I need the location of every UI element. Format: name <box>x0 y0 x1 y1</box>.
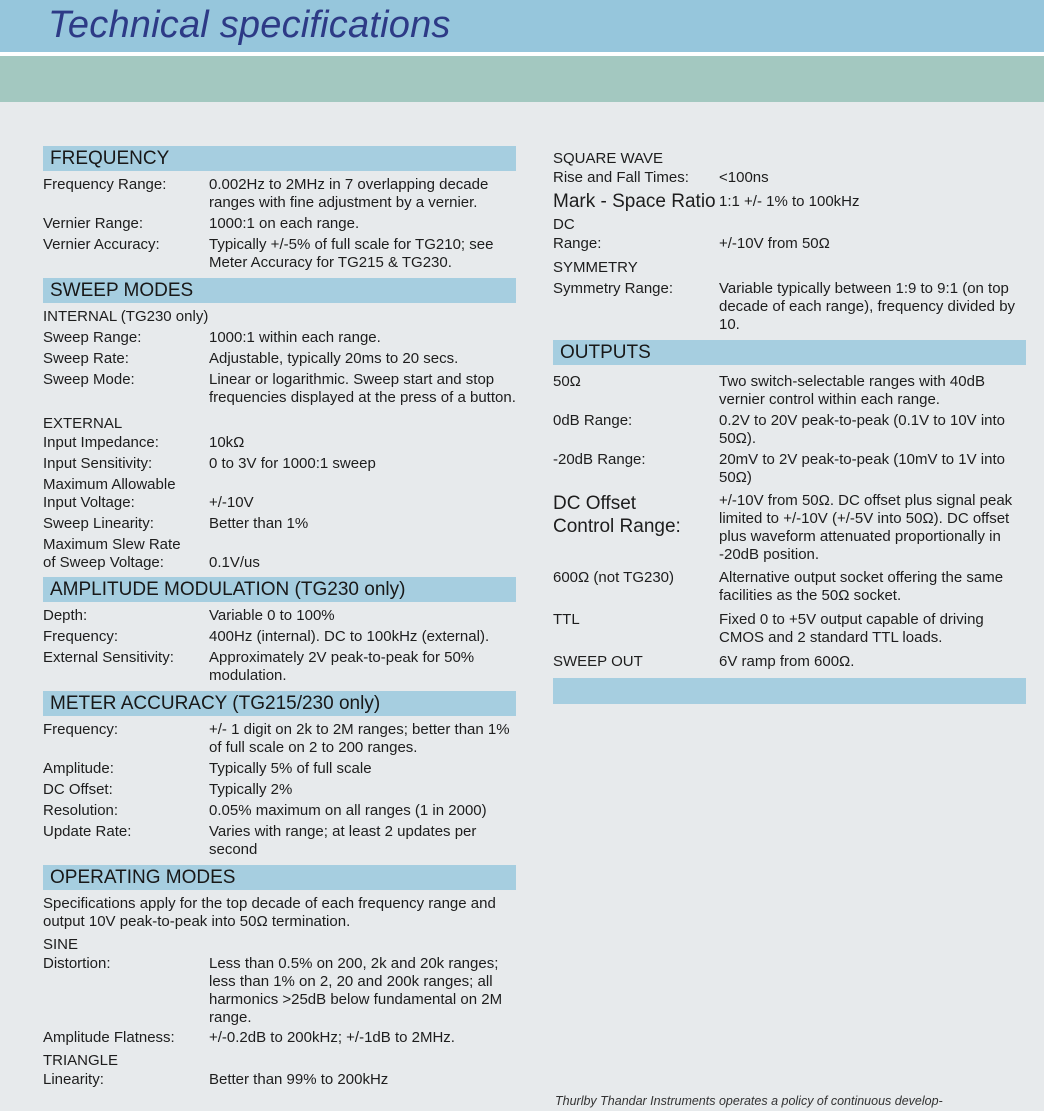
spec-row <box>43 802 516 820</box>
spec-label: 600Ω (not TG230) <box>553 569 675 586</box>
subsection-title: DC <box>553 216 575 233</box>
spec-value: 0.1V/us <box>209 554 260 571</box>
spec-row <box>553 235 1026 253</box>
spec-value: 1000:1 on each range. <box>209 215 360 232</box>
spec-value: 20mV to 2V peak-to-peak (10mV to 1V into 50Ω) <box>719 451 1005 486</box>
spec-value: Linear or logarithmic. Sweep start and stop frequencies displayed at the press of a button. <box>209 371 516 406</box>
subsection-title: SYMMETRY <box>553 259 638 276</box>
spec-row <box>553 569 1026 605</box>
spec-label: Sweep Linearity: <box>43 515 154 532</box>
spec-label-line: of Sweep Voltage: <box>43 554 164 571</box>
section-end-bar <box>553 678 1026 704</box>
spec-row <box>43 1071 516 1089</box>
spec-label-line: DC Offset <box>553 493 637 514</box>
spec-row <box>43 476 516 512</box>
spec-label: Symmetry Range: <box>553 280 674 297</box>
spec-row <box>553 451 1026 487</box>
spec-value: 0 to 3V for 1000:1 sweep <box>209 455 376 472</box>
spec-label-line: Maximum Allowable <box>43 476 176 493</box>
title-bar <box>0 0 1044 52</box>
spec-label: Amplitude Flatness: <box>43 1029 175 1046</box>
section-heading-outputs: OUTPUTS <box>553 340 1026 365</box>
spec-value: 0.2V to 20V peak-to-peak (0.1V to 10V into 50Ω). <box>719 412 1006 447</box>
spec-row <box>553 611 1026 647</box>
spec-row <box>43 371 516 407</box>
footer-note: Thurlby Thandar Instruments operates a policy of continuous develop- <box>555 1094 943 1108</box>
spec-row <box>43 1029 516 1047</box>
spec-value: Approximately 2V peak-to-peak for 50% modulation. <box>209 649 475 684</box>
spec-row <box>43 955 516 1027</box>
spec-value: 6V ramp from 600Ω. <box>719 653 855 670</box>
spec-row <box>43 350 516 368</box>
spec-label: Frequency: <box>43 628 119 645</box>
spec-value: Adjustable, typically 20ms to 20 secs. <box>209 350 459 367</box>
subsection-title: TRIANGLE <box>43 1052 119 1069</box>
spec-label: Sweep Range: <box>43 329 142 346</box>
spec-label <box>553 492 719 564</box>
spec-row <box>553 169 1026 187</box>
spec-row <box>43 215 516 233</box>
section-heading-operating-modes: OPERATING MODES <box>43 865 516 890</box>
spec-row <box>43 760 516 778</box>
spec-row <box>43 823 516 859</box>
left-column <box>43 146 516 1089</box>
subsection-title: INTERNAL (TG230 only) <box>43 308 209 325</box>
spec-row <box>43 721 516 757</box>
spec-label <box>43 536 209 572</box>
spec-value: <100ns <box>719 169 769 186</box>
spec-row <box>43 455 516 473</box>
spec-value: 1:1 +/- 1% to 100kHz <box>719 193 860 210</box>
spec-value: Typically +/-5% of full scale for TG210; see Meter Accuracy for TG215 & TG230. <box>209 236 494 271</box>
spec-value: Variable typically between 1:9 to 9:1 (on top decade of each range), frequency divided by 10. <box>719 280 1016 333</box>
spec-value: Typically 2% <box>209 781 293 798</box>
spec-row <box>43 236 516 272</box>
spec-label <box>43 476 209 512</box>
spec-label-line: Control Range: <box>553 516 681 537</box>
spec-label: Amplitude: <box>43 760 114 777</box>
spec-row <box>553 190 1026 213</box>
spec-label: Vernier Accuracy: <box>43 236 160 253</box>
spec-row <box>553 492 1026 564</box>
spec-label-line: Input Voltage: <box>43 494 135 511</box>
spec-value: 0.002Hz to 2MHz in 7 overlapping decade ranges with fine adjustment by a vernier. <box>209 176 489 211</box>
spec-value: Alternative output socket offering the same facilities as the 50Ω socket. <box>719 569 1004 604</box>
section-heading-sweep-modes: SWEEP MODES <box>43 278 516 303</box>
section-heading-frequency: FREQUENCY <box>43 146 516 171</box>
subsection-title: SQUARE WAVE <box>553 150 664 167</box>
spec-label: DC Offset: <box>43 781 113 798</box>
spec-label: Distortion: <box>43 955 111 972</box>
section-heading-meter-accuracy: METER ACCURACY (TG215/230 only) <box>43 691 516 716</box>
spec-row <box>43 536 516 572</box>
spec-row <box>43 781 516 799</box>
spec-row <box>43 515 516 533</box>
spec-value: Variable 0 to 100% <box>209 607 335 624</box>
spec-label: Input Impedance: <box>43 434 159 451</box>
spec-value: Two switch-selectable ranges with 40dB vernier control within each range. <box>719 373 985 408</box>
spec-row <box>43 628 516 646</box>
spec-value: +/-10V from 50Ω. DC offset plus signal peak limited to +/-10V (+/-5V into 50Ω). DC offset plus waveform attenuated proportionally in -20dB position. <box>719 492 1013 563</box>
spec-label: SWEEP OUT <box>553 653 643 670</box>
spec-row <box>43 434 516 452</box>
spec-row <box>43 607 516 625</box>
spec-value: +/-10V <box>209 494 254 511</box>
spec-row <box>553 412 1026 448</box>
spec-row <box>43 329 516 347</box>
spec-value: +/- 1 digit on 2k to 2M ranges; better than 1% of full scale on 2 to 200 ranges. <box>209 721 510 756</box>
spec-label: Resolution: <box>43 802 119 819</box>
spec-label: Input Sensitivity: <box>43 455 153 472</box>
spec-label: Rise and Fall Times: <box>553 169 689 186</box>
right-column <box>553 150 1026 704</box>
spec-label: Mark - Space Ratio <box>553 191 716 212</box>
spec-row <box>43 176 516 212</box>
spec-value: 0.05% maximum on all ranges (1 in 2000) <box>209 802 487 819</box>
spec-label: External Sensitivity: <box>43 649 174 666</box>
spec-label: Sweep Rate: <box>43 350 129 367</box>
spec-label: Update Rate: <box>43 823 132 840</box>
spec-value: +/-0.2dB to 200kHz; +/-1dB to 2MHz. <box>209 1029 455 1046</box>
spec-label: -20dB Range: <box>553 451 646 468</box>
spec-row <box>43 649 516 685</box>
subsection-title: EXTERNAL <box>43 415 123 432</box>
spec-value: Better than 1% <box>209 515 309 532</box>
spec-label: Frequency Range: <box>43 176 167 193</box>
subsection-title: SINE <box>43 936 79 953</box>
spec-label: Sweep Mode: <box>43 371 135 388</box>
spec-label-line: Maximum Slew Rate <box>43 536 181 553</box>
spec-value: 1000:1 within each range. <box>209 329 381 346</box>
spec-value: +/-10V from 50Ω <box>719 235 830 252</box>
spec-value: Varies with range; at least 2 updates per second <box>209 823 477 858</box>
section-heading-amplitude-modulation: AMPLITUDE MODULATION (TG230 only) <box>43 577 516 602</box>
spec-label: 0dB Range: <box>553 412 633 429</box>
spec-row <box>553 373 1026 409</box>
spec-value: Fixed 0 to +5V output capable of driving CMOS and 2 standard TTL loads. <box>719 611 984 646</box>
spec-value: 400Hz (internal). DC to 100kHz (external). <box>209 628 490 645</box>
operating-intro: Specifications apply for the top decade of each frequency range and output 10V peak-to-peak into 50Ω termination. <box>43 895 496 930</box>
spec-value: 10kΩ <box>209 434 245 451</box>
spec-label: Depth: <box>43 607 88 624</box>
spec-label: Linearity: <box>43 1071 104 1088</box>
spec-row <box>553 280 1026 334</box>
header-band <box>0 56 1044 102</box>
spec-value: Less than 0.5% on 200, 2k and 20k ranges; less than 1% on 2, 20 and 200k ranges; all harmonics >25dB below fundamental on 2M range. <box>209 955 503 1026</box>
spec-value: Better than 99% to 200kHz <box>209 1071 389 1088</box>
spec-label: TTL <box>553 611 580 628</box>
spec-value: Typically 5% of full scale <box>209 760 372 777</box>
spec-label: Vernier Range: <box>43 215 144 232</box>
spec-label: 50Ω <box>553 373 581 390</box>
spec-label: Range: <box>553 235 602 252</box>
spec-label: Frequency: <box>43 721 119 738</box>
page-title: Technical specifications <box>48 4 451 46</box>
spec-row <box>553 653 1026 671</box>
